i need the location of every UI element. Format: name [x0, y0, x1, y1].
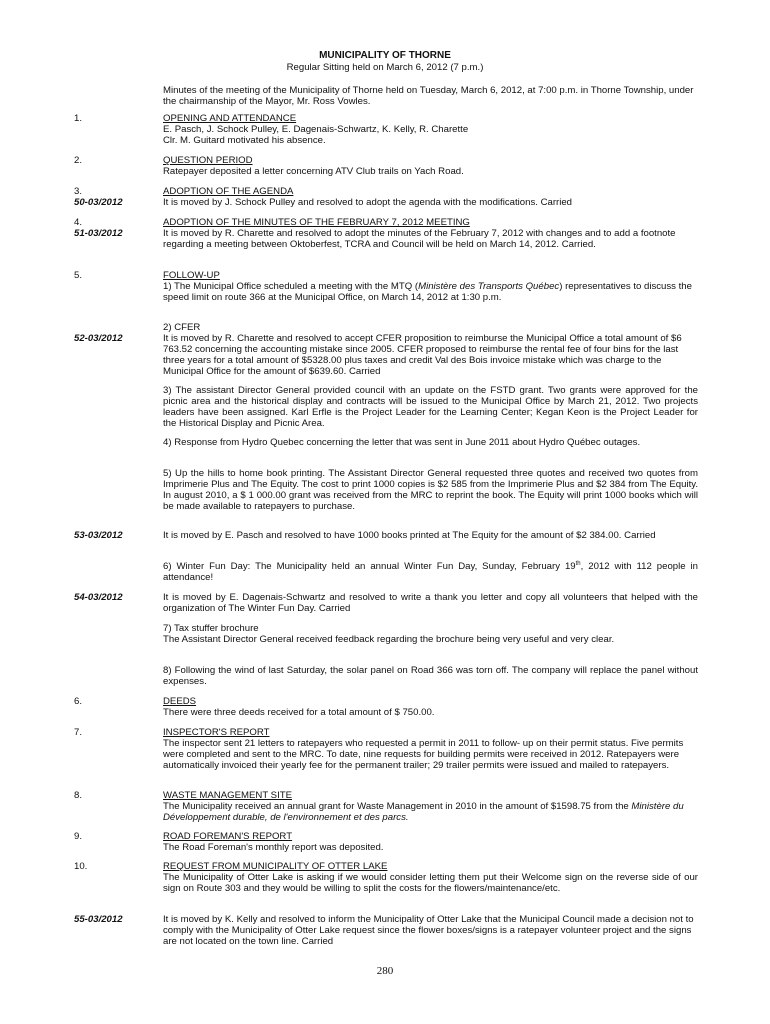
item-number: 5.	[74, 270, 83, 281]
item-number: 4.	[74, 217, 83, 228]
document-title: MUNICIPALITY OF THORNE	[319, 50, 451, 61]
follow-up-1: 1) The Municipal Office scheduled a meeting with the MTQ (Ministère des Transports Québec) representatives to discuss the speed limit on route 366 at the Municipal Office, on March 14, 2012 at 1:30 p.m.	[163, 281, 692, 303]
item-number: 6.	[74, 696, 83, 707]
follow-up-3: 3) The assistant Director General provided council with an update on the FSTD grant. Two grants were approved for the picnic area and the historical display and contracts will be issued to the Municipal Office by March 21, 2012. Two projects leaders have been assigned. Karl Erfle is the Project Leader for the Learning Center; Kegan Keon is the Project Leader for the Historical Display and Picnic Area.	[163, 385, 698, 429]
item-text: The Municipality received an annual grant for Waste Management in 2010 in the amount of $1598.75 from the Ministère du Développement durable, de l'environnement et des parcs.	[163, 801, 684, 823]
item-heading: QUESTION PERIOD	[163, 155, 253, 166]
item-number: 7.	[74, 727, 83, 738]
sub-title: 2) CFER	[163, 322, 201, 333]
motion-text: It is moved by R. Charette and resolved to accept CFER proposition to reimburse the Municipal Office a total amount of $6 763.52 concerning the accounting mistake since 2005. CFER proposed to reimburse the rental fee of four bins for the last three years for a total amount of $5328.00 plus taxes and credit Val des Bois invoice mistake which was charge to the Municipal Office for the amount of $639.60. Carried	[163, 333, 682, 377]
resolution-number: 55-03/2012	[74, 914, 123, 925]
motion-text: It is moved by K. Kelly and resolved to inform the Municipality of Otter Lake that the Municipal Council made a decision not to comply with the Municipality of Otter Lake request since the flower boxes/signs is a ratepayer volunteer project and the signs are not located on the town line. Carried	[163, 914, 694, 947]
item-text: The inspector sent 21 letters to ratepayers who requested a permit in 2011 to follow- up on their permit status. Five permits were completed and sent to the MRC. To date, nine requests for building permits were received in 2012. Ratepayers were automatically invoiced their yearly fee for the permanent trailer; 29 trailer permits were issued and mailed to ratepayers.	[163, 738, 684, 771]
item-number: 3.	[74, 186, 83, 197]
follow-up-7: 7) Tax stuffer brochure The Assistant Director General received feedback regarding the brochure being very useful and very clear.	[163, 623, 615, 645]
item-heading: ADOPTION OF THE AGENDA	[163, 186, 294, 197]
item-number: 9.	[74, 831, 83, 842]
item-heading: REQUEST FROM MUNICIPALITY OF OTTER LAKE	[163, 861, 388, 872]
resolution-number: 54-03/2012	[74, 592, 123, 603]
page-number: 280	[376, 965, 394, 977]
item-heading: FOLLOW-UP	[163, 270, 220, 281]
item-heading: ADOPTION OF THE MINUTES OF THE FEBRUARY 7, 2012 MEETING	[163, 217, 470, 228]
item-text: Ratepayer deposited a letter concerning ATV Club trails on Yach Road.	[163, 166, 464, 177]
item-heading: INSPECTOR'S REPORT	[163, 727, 270, 738]
follow-up-4: 4) Response from Hydro Quebec concerning the letter that was sent in June 2011 about Hydro Québec outages.	[163, 437, 641, 448]
item-text: It is moved by R. Charette and resolved to adopt the minutes of the February 7, 2012 with changes and to add a footnote regarding a meeting between Oktoberfest, TCRA and Council will be held on March 14, 2012. Carried.	[163, 228, 676, 250]
item-number: 8.	[74, 790, 83, 801]
motion-text: It is moved by E. Pasch and resolved to have 1000 books printed at The Equity for the amount of $2 384.00. Carried	[163, 530, 656, 541]
attendance-line: E. Pasch, J. Schock Pulley, E. Dagenais-Schwartz, K. Kelly, R. Charette	[163, 124, 469, 135]
item-number: 1.	[74, 113, 83, 124]
follow-up-6: 6) Winter Fun Day: The Municipality held an annual Winter Fun Day, Sunday, February 19th, 2012 with 112 people in attendance!	[163, 560, 698, 583]
absence-line: Clr. M. Guitard motivated his absence.	[163, 135, 326, 146]
resolution-number: 52-03/2012	[74, 333, 123, 344]
resolution-number: 53-03/2012	[74, 530, 123, 541]
intro-paragraph: Minutes of the meeting of the Municipality of Thorne held on Tuesday, March 6, 2012, at 7:00 p.m. in Thorne Township, under the chairmanship of the Mayor, Mr. Ross Vowles.	[163, 85, 694, 107]
item-text: It is moved by J. Schock Pulley and resolved to adopt the agenda with the modifications. Carried	[163, 197, 573, 208]
document-subtitle: Regular Sitting held on March 6, 2012 (7 p.m.)	[286, 62, 484, 73]
resolution-number: 50-03/2012	[74, 197, 123, 208]
item-heading: OPENING AND ATTENDANCE	[163, 113, 297, 124]
item-text: There were three deeds received for a total amount of $ 750.00.	[163, 707, 435, 718]
item-heading: DEEDS	[163, 696, 197, 707]
resolution-number: 51-03/2012	[74, 228, 123, 239]
follow-up-8: 8) Following the wind of last Saturday, the solar panel on Road 366 was torn off. The company will replace the panel without expenses.	[163, 665, 698, 687]
motion-text: It is moved by E. Dagenais-Schwartz and resolved to write a thank you letter and copy all volunteers that helped with the organization of The Winter Fun Day. Carried	[163, 592, 698, 614]
item-heading: WASTE MANAGEMENT SITE	[163, 790, 292, 801]
item-text: The Municipality of Otter Lake is asking if we would consider letting them put their Welcome sign on the reverse side of our sign on Route 303 and they would be willing to split the costs for the flowers/maintenance/etc.	[163, 872, 698, 894]
item-heading: ROAD FOREMAN'S REPORT	[163, 831, 293, 842]
item-number: 2.	[74, 155, 83, 166]
follow-up-5: 5) Up the hills to home book printing. The Assistant Director General requested three quotes and received two quotes from Imprimerie Plus and The Equity. The cost to print 1000 copies is $2 585 from the Imprimerie Plus and $2 384 from The Equity. In august 2010, a $ 1 000.00 grant was received from the MRC to reprint the book. The Equity will print 1000 books which will be made available to ratepayers to purchase.	[163, 468, 698, 512]
item-text: The Road Foreman's monthly report was deposited.	[163, 842, 384, 853]
item-number: 10.	[74, 861, 88, 872]
